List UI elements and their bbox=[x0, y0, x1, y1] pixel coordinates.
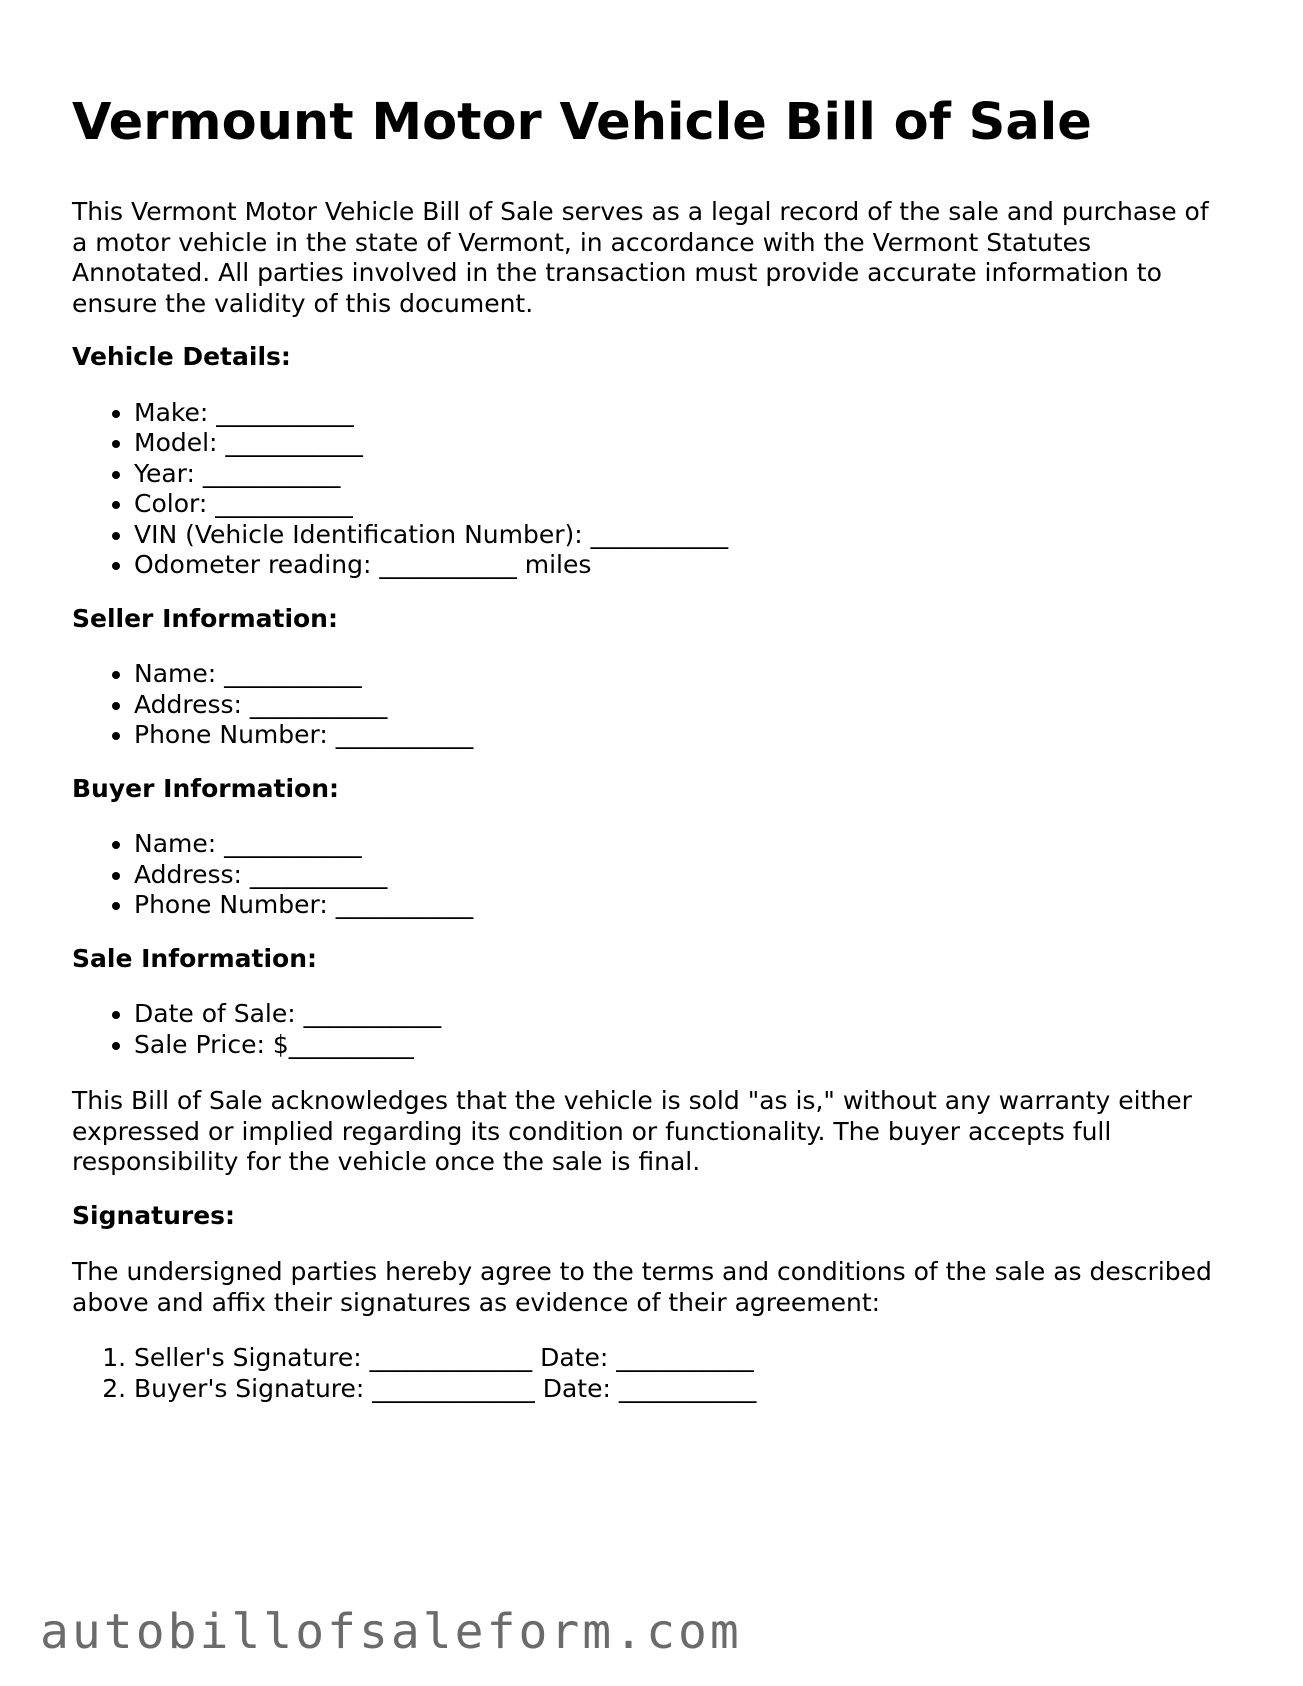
signatures-heading: Signatures: bbox=[72, 1200, 236, 1230]
site-watermark: autobillofsaleform.com bbox=[40, 1604, 742, 1660]
buyer-information-list bbox=[72, 829, 1212, 921]
buyer-address-item: • Address: ___________ bbox=[134, 860, 1212, 891]
vehicle-color-item: • Color: ___________ bbox=[134, 489, 1212, 520]
signatures-list bbox=[72, 1343, 1212, 1404]
vehicle-make-item: • Make: ___________ bbox=[134, 398, 1212, 429]
signatures-paragraph: The undersigned parties hereby agree to the terms and conditions of the sale as described above and affix their signatures as evidence of their agreement: bbox=[72, 1257, 1212, 1317]
vehicle-details-list bbox=[72, 398, 1212, 581]
seller-signature-item: 1. Seller's Signature: _____________ Date: ___________ bbox=[134, 1343, 1212, 1374]
vehicle-vin-item: • VIN (Vehicle Identification Number): ___________ bbox=[134, 520, 1212, 551]
seller-phone-item: • Phone Number: ___________ bbox=[134, 720, 1212, 751]
seller-name-item: • Name: ___________ bbox=[134, 659, 1212, 690]
intro-paragraph: This Vermont Motor Vehicle Bill of Sale serves as a legal record of the sale and purchase of a motor vehicle in the state of Vermont, in accordance with the Vermont Statutes Annotated. All parties involved in the transaction must provide accurate information to ensure the validity of this document. bbox=[72, 197, 1209, 318]
seller-address-item: • Address: ___________ bbox=[134, 690, 1212, 721]
vehicle-model-item: • Model: ___________ bbox=[134, 428, 1212, 459]
buyer-information-heading: Buyer Information: bbox=[72, 773, 340, 803]
buyer-signature-item: 2. Buyer's Signature: _____________ Date: ___________ bbox=[134, 1374, 1212, 1405]
sale-information-heading: Sale Information: bbox=[72, 943, 317, 973]
buyer-name-item: • Name: ___________ bbox=[134, 829, 1212, 860]
as-is-paragraph: This Bill of Sale acknowledges that the vehicle is sold "as is," without any warranty either expressed or implied regarding its condition or functionality. The buyer accepts full responsibility for the vehicle once the sale is final. bbox=[72, 1086, 1192, 1176]
sale-price-item: • Sale Price: $__________ bbox=[134, 1030, 1212, 1061]
vehicle-details-heading: Vehicle Details: bbox=[72, 342, 291, 371]
vehicle-odometer-item: • Odometer reading: ___________ miles bbox=[134, 550, 1212, 581]
vehicle-year-item: • Year: ___________ bbox=[134, 459, 1212, 490]
sale-information-list bbox=[72, 999, 1212, 1060]
document-page bbox=[72, 88, 1212, 1404]
sale-date-item: • Date of Sale: ___________ bbox=[134, 999, 1212, 1030]
seller-information-heading: Seller Information: bbox=[72, 603, 338, 633]
seller-information-list bbox=[72, 659, 1212, 751]
buyer-phone-item: • Phone Number: ___________ bbox=[134, 890, 1212, 921]
document-title: Vermount Motor Vehicle Bill of Sale bbox=[72, 93, 1092, 152]
